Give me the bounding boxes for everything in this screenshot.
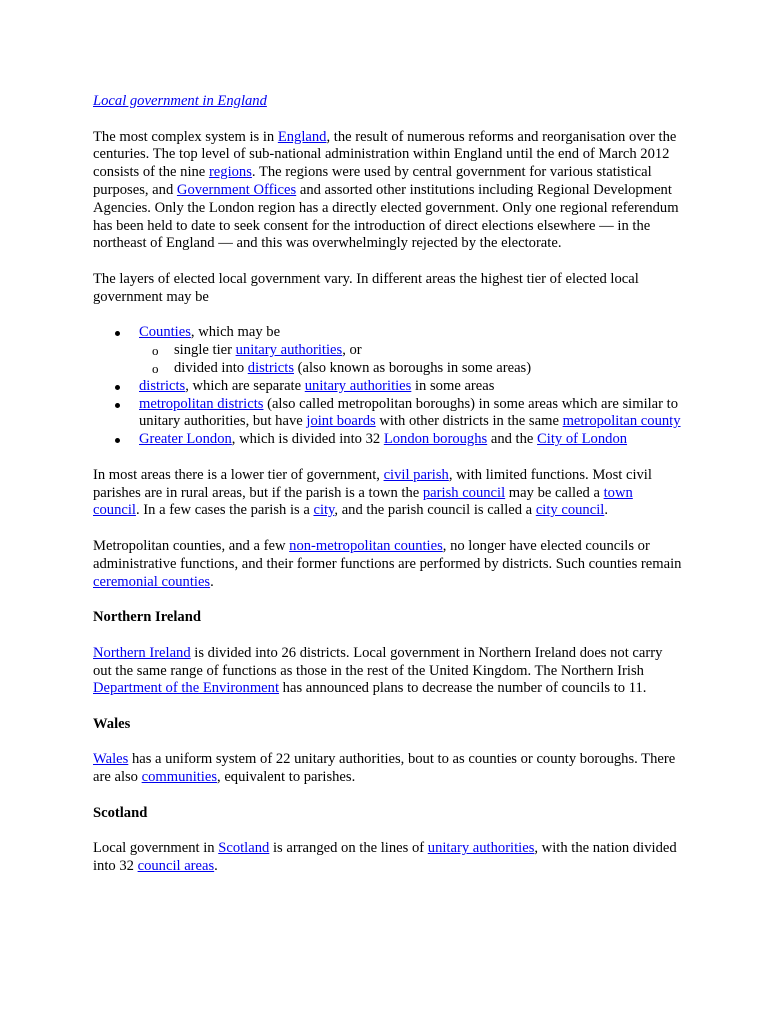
link-unitary-authorities[interactable]: unitary authorities — [304, 377, 412, 394]
text: single tier — [174, 342, 236, 359]
paragraph-scotland — [93, 840, 683, 876]
text: (also known as boroughs in some areas) — [294, 359, 532, 376]
link-unitary-authorities[interactable]: unitary authorities — [235, 342, 343, 359]
link-unitary-authorities[interactable]: unitary authorities — [427, 840, 535, 857]
link-regions[interactable]: regions — [208, 164, 252, 181]
link-counties[interactable]: Counties — [139, 324, 191, 341]
list-item-districts — [139, 378, 683, 396]
link-scotland[interactable]: Scotland — [218, 840, 270, 857]
link-department-of-the-environment[interactable]: Department of the Environment — [93, 680, 280, 697]
link-parish-council[interactable]: parish council — [422, 484, 506, 501]
text: . — [210, 573, 214, 590]
heading-scotland: Scotland — [93, 804, 148, 821]
link-non-metropolitan-counties[interactable]: non-metropolitan counties — [289, 537, 443, 554]
text: , equivalent to parishes. — [217, 769, 356, 786]
text: , which are separate — [185, 377, 305, 394]
text: In most areas there is a lower tier of government, — [93, 466, 384, 483]
text: . The regions were used by central government for various statistical purposes, and — [93, 164, 652, 198]
text: in some areas — [411, 377, 495, 394]
text: , with the nation divided into 32 — [93, 840, 677, 875]
text: , no longer have elected councils or administrative functions, and their former functions are performed by districts. Such counties remain — [93, 537, 682, 572]
text: (also called metropolitan boroughs) in some areas which are similar to unitary authorities, but have — [139, 395, 679, 430]
text: . In a few cases the parish is a — [135, 502, 314, 519]
text: The most complex system is in — [93, 128, 278, 145]
link-civil-parish[interactable]: civil parish — [383, 466, 449, 483]
text: has a uniform system of 22 unitary authorities, bout to as counties or county boroughs. There are also — [93, 751, 676, 786]
text: divided into — [174, 359, 248, 376]
link-city[interactable]: city — [313, 502, 335, 519]
tiers-list — [93, 324, 683, 449]
link-city-of-london[interactable]: City of London — [537, 431, 628, 448]
text: , which may be — [190, 324, 281, 341]
text: Local government in — [93, 840, 219, 857]
list-item-metropolitan-districts — [139, 396, 683, 432]
text: has announced plans to decrease the number of councils to 11. — [279, 680, 647, 697]
sublist-item-single-tier — [174, 342, 683, 360]
link-metropolitan-county[interactable]: metropolitan county — [562, 413, 681, 430]
text: . — [214, 858, 218, 875]
link-metropolitan-districts[interactable]: metropolitan districts — [139, 395, 264, 412]
text: , the result of numerous reforms and reorganisation over the centuries. The top level of sub-national administration within England until the end of March 2012 consists of the nine — [93, 128, 677, 181]
text: and the — [487, 431, 538, 448]
text: Metropolitan counties, and a few — [93, 537, 290, 554]
link-communities[interactable]: communities — [141, 769, 218, 786]
paragraph-civil-parish — [93, 467, 683, 520]
link-greater-london[interactable]: Greater London — [139, 431, 232, 448]
text: , and the parish council is called a — [334, 502, 536, 519]
link-northern-ireland[interactable]: Northern Ireland — [93, 644, 191, 661]
text: , which is divided into 32 — [231, 431, 384, 448]
link-districts[interactable]: districts — [139, 377, 186, 394]
link-wales[interactable]: Wales — [93, 751, 129, 768]
link-england[interactable]: England — [277, 128, 327, 145]
heading-northern-ireland: Northern Ireland — [93, 609, 201, 626]
link-city-council[interactable]: city council — [535, 502, 605, 519]
page-title — [93, 93, 683, 111]
link-ceremonial-counties[interactable]: ceremonial counties — [93, 573, 211, 590]
counties-sublist — [139, 342, 683, 378]
text: with other districts in the same — [375, 413, 563, 430]
link-town-council[interactable]: town council — [93, 484, 633, 519]
heading-wales: Wales — [93, 715, 131, 732]
link-council-areas[interactable]: council areas — [137, 858, 215, 875]
sublist-item-divided — [174, 360, 683, 378]
link-districts[interactable]: districts — [247, 359, 294, 376]
text: , with limited functions. Most civil parishes are in rural areas, but if the parish is a town the — [93, 466, 652, 501]
paragraph-wales — [93, 751, 683, 787]
text: , or — [342, 342, 362, 359]
document-page — [93, 93, 683, 894]
link-london-boroughs[interactable]: London boroughs — [383, 431, 488, 448]
text: is arranged on the lines of — [269, 840, 428, 857]
list-item-greater-london — [139, 431, 683, 449]
paragraph-england-intro — [93, 129, 683, 254]
text: may be called a — [505, 484, 604, 501]
title-link[interactable]: Local government in England — [93, 93, 267, 109]
text: is divided into 26 districts. Local government in Northern Ireland does not carry out the same range of functions as those in the rest of the United Kingdom. The Northern Irish — [93, 644, 663, 679]
link-joint-boards[interactable]: joint boards — [306, 413, 376, 430]
text: and assorted other institutions including Regional Development Agencies. Only the London region has a directly elected government. Only one regional referendum has been held to date to seek consent for the introduction of direct elections elsewhere — in the northeast of England — and this was overwhelmingly rejected by the electorate. — [93, 181, 679, 252]
link-government-offices[interactable]: Government Offices — [176, 181, 297, 198]
paragraph-metropolitan-counties — [93, 538, 683, 591]
paragraph-northern-ireland — [93, 645, 683, 698]
text: . — [604, 502, 608, 519]
list-item-counties — [139, 324, 683, 377]
paragraph-layers: The layers of elected local government vary. In different areas the highest tier of elected local government may be — [93, 270, 639, 305]
